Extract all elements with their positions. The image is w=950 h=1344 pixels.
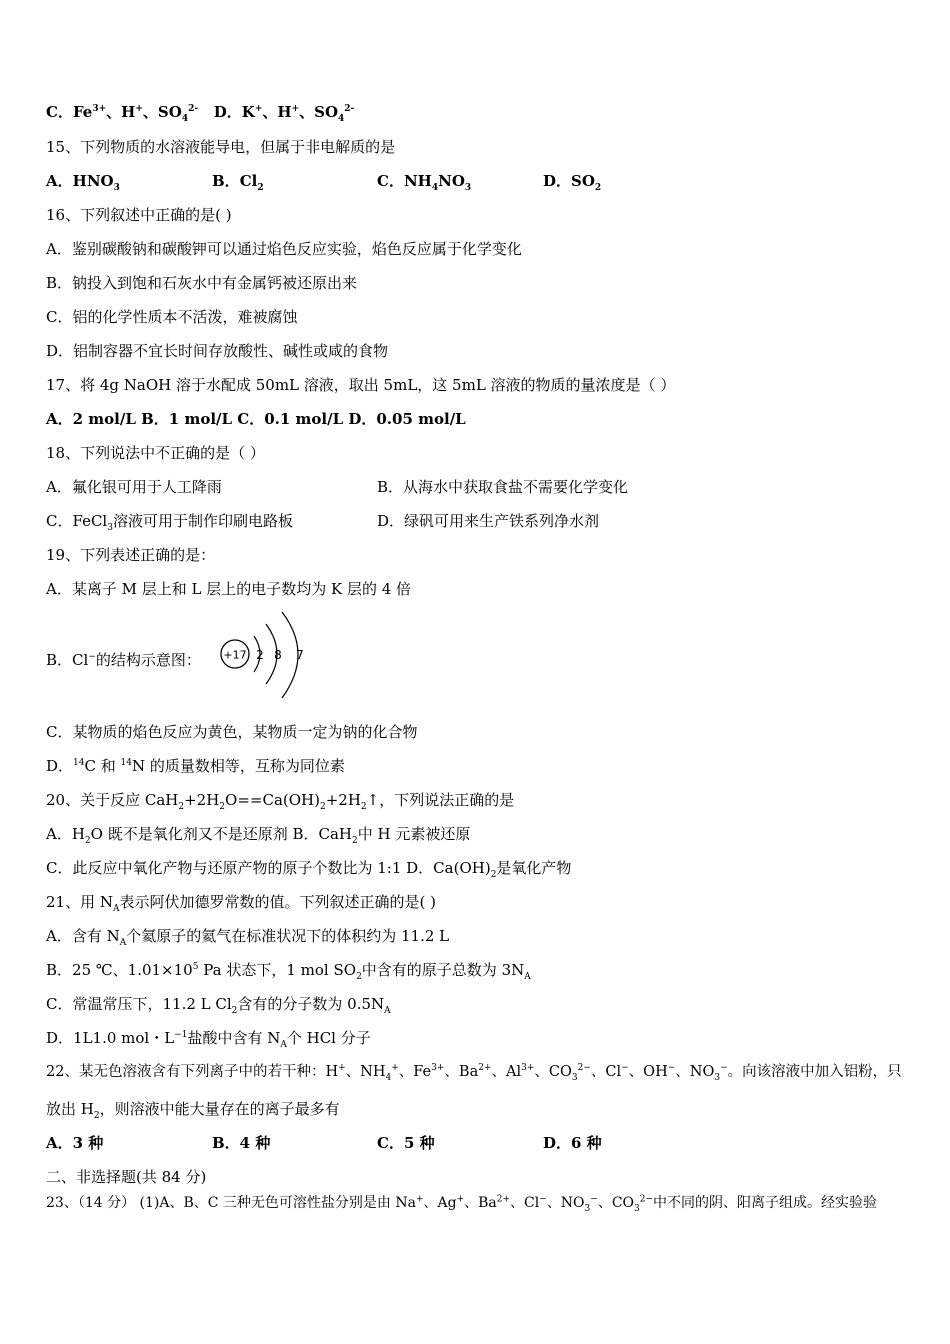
q15-option-d: D．$SO_2$	[543, 172, 602, 193]
q17-stem: 17、将 4g NaOH 溶于水配成 50mL 溶液，取出 5mL，这 5mL 溶液的物质的量浓度是（ ）	[46, 376, 676, 394]
q15-option-a: A．$HNO_3$	[46, 172, 120, 193]
q22-stem-line2: 放出 $H_2$，则溶液中能大量存在的离子最多有	[46, 1100, 340, 1121]
q19-option-c: C．某物质的焰色反应为黄色，某物质一定为钠的化合物	[46, 723, 418, 741]
q15-stem: 15、下列物质的水溶液能导电，但属于非电解质的是	[46, 138, 396, 156]
cl-ion-structure-diagram	[216, 610, 316, 702]
q14-options-cd: C．$Fe^{3+}$、H+、$SO_4^{2-}$ D．K+、H+、$SO_4^{2-}$	[46, 103, 355, 124]
shell-3-electrons: 7	[296, 648, 304, 662]
q20-stem: 20、关于反应 $CaH_2+2H_2O==Ca(OH)_2+2H_2↑$，下列说法正确的是	[46, 791, 515, 812]
q21-option-c: C．常温常压下，11.2 L $Cl_2$含有的分子数为 $0.5N_A$	[46, 995, 391, 1016]
q22-option-a: A．3 种	[46, 1134, 104, 1152]
q19-option-d: D．$^{14}$C 和 $^{14}$N 的质量数相等，互称为同位素	[46, 757, 345, 775]
section-2-heading: 二、非选择题(共 84 分)	[46, 1168, 207, 1186]
q19-option-a: A．某离子 M 层上和 L 层上的电子数均为 K 层的 4 倍	[46, 580, 412, 598]
q21-stem: 21、用 $N_A$表示阿伏加德罗常数的值。下列叙述正确的是( )	[46, 893, 436, 914]
q16-option-c: C．铝的化学性质本不活泼，难被腐蚀	[46, 308, 298, 326]
shell-1-electrons: 2	[256, 648, 264, 662]
q18-option-b: B．从海水中获取食盐不需要化学变化	[377, 478, 629, 496]
q21-option-a: A．含有 $N_A$个氦原子的氦气在标准状况下的体积约为 11.2 L	[46, 927, 450, 948]
q15-option-c: C．$NH_4NO_3$	[377, 172, 472, 193]
q22-option-c: C．5 种	[377, 1134, 435, 1152]
q20-options-cd: C．此反应中氧化产物与还原产物的原子个数比为 1:1 D．$Ca(OH)_2$是氧化产物	[46, 859, 572, 880]
q21-option-d: D．1L1.0 mol・$L^{-1}$盐酸中含有 $N_A$个 HCl 分子	[46, 1029, 371, 1050]
q16-option-b: B．钠投入到饱和石灰水中有金属钙被还原出来	[46, 274, 358, 292]
q16-stem: 16、下列叙述中正确的是( )	[46, 206, 232, 224]
q16-option-a: A．鉴别碳酸钠和碳酸钾可以通过焰色反应实验，焰色反应属于化学变化	[46, 240, 522, 258]
q22-option-b: B．4 种	[212, 1134, 271, 1152]
q18-option-c: C．FeCl$_3$溶液可用于制作印刷电路板	[46, 512, 293, 533]
q23-stem: 23、（14 分） (1)A、B、C 三种无色可溶性盐分别是由 Na+、Ag+、$Ba^{2+}$、Cl−、$NO_3^-$、$CO_3^{2-}$中不同的阴、阳离子组成。经实验验	[46, 1194, 878, 1214]
q22-stem: 22、某无色溶液含有下列离子中的若干种：H+、$NH_4^+$、$Fe^{3+}$、$Ba^{2+}$、$Al^{3+}$、$CO_3^{2-}$、Cl−、OH−、$NO_3^-$。向该溶液中加入铝粉，只	[46, 1063, 902, 1083]
q15-option-b: B．$Cl_2$	[212, 172, 264, 193]
q21-option-b: B．25 ℃、$1.01\times 10^5$ Pa 状态下，1 mol $SO_2$中含有的原子总数为 $3N_A$	[46, 961, 531, 982]
q17-options: A．2 mol/L B．1 mol/L C．0.1 mol/L D．0.05 mol/L	[46, 410, 466, 428]
q18-option-a: A．氟化银可用于人工降雨	[46, 478, 222, 496]
q18-option-d: D．绿矾可用来生产铁系列净水剂	[377, 512, 600, 530]
q22-option-d: D．6 种	[543, 1134, 602, 1152]
q16-option-d: D．铝制容器不宜长时间存放酸性、碱性或咸的食物	[46, 342, 389, 360]
nucleus-charge: +17	[223, 648, 247, 662]
shell-2-electrons: 8	[274, 648, 282, 662]
q19-stem: 19、下列表述正确的是：	[46, 546, 216, 564]
q19-option-b: B．Cl−的结构示意图：	[46, 651, 201, 669]
q20-options-ab: A．$H_2O$ 既不是氧化剂又不是还原剂 B．CaH$_2$中 H 元素被还原	[46, 825, 471, 846]
q18-stem: 18、下列说法中不正确的是（ ）	[46, 444, 265, 462]
